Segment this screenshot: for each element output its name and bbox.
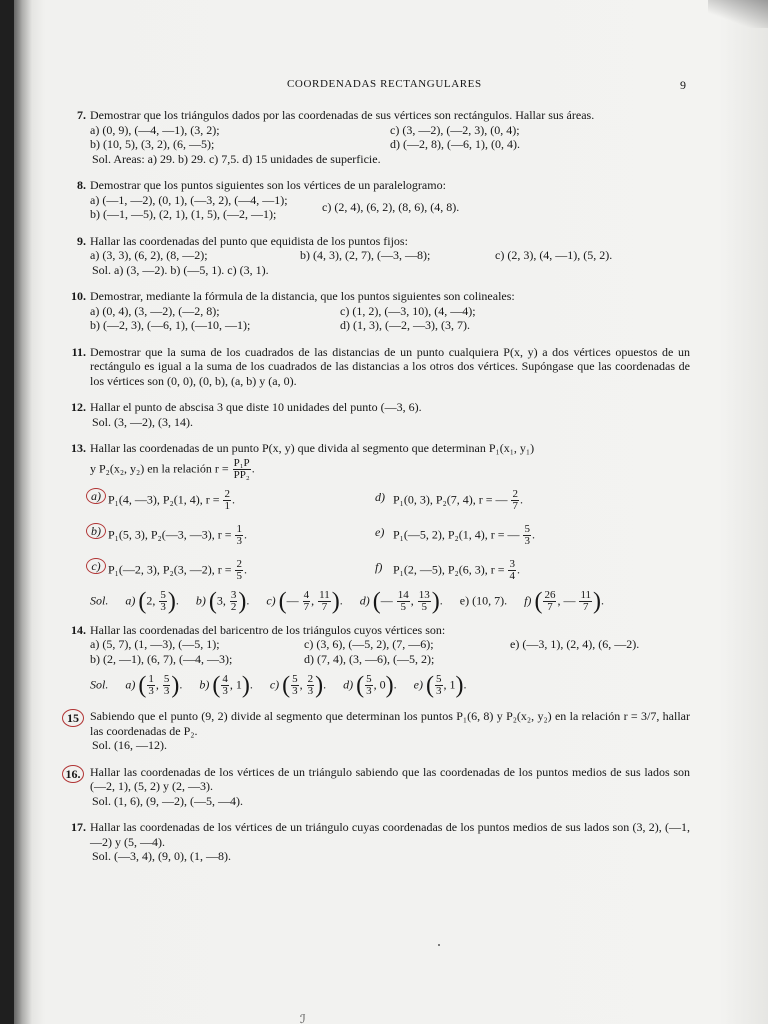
item-a: a) (0, 4), (3, —2), (—2, 8);: [90, 303, 220, 318]
problem-text: Hallar las coordenadas de los vértices de un triángulo cuyas coordenadas de los puntos medios de sus lados son (3, 2), (—1, —2) y (5, —4).: [90, 820, 690, 849]
subproblem-d: d) P₁(0, 3), P₂(7, 4), r = — $\frac{2}{7}$ .: [375, 487, 523, 512]
solution: Sol. Areas: a) 29. b) 29. c) 7,5. d) 15 unidades de superficie.: [92, 151, 381, 166]
ratio-value: $\frac{3}{4}$: [509, 557, 515, 582]
ratio-value: $\frac{5}{3}$: [524, 522, 530, 547]
solution-label: Sol.: [90, 592, 109, 607]
problem-text: Hallar las coordenadas de los vértices de un triángulo sabiendo que las coordenadas de los puntos medios de sus lados son (—2, 1), (5, 2) y (2, —3).: [90, 764, 690, 793]
problem-15: [67, 709, 690, 753]
solution-label: Sol.: [90, 677, 109, 692]
problem-number-circled: 15: [62, 709, 84, 727]
item-e: e) (—3, 1), (2, 4), (6, —2).: [510, 637, 640, 651]
subproblem-a: a) P₁(4, —3), P₂(1, 4), r = $\frac{2}{1}$ .: [90, 489, 375, 512]
problem-11: [71, 344, 690, 389]
problem-text: Demostrar que la suma de los cuadrados de las distancias de un punto cualquiera P(x, y) a dos vértices opuestos de un rectángulo es igual a la suma de los cuadrados de las distancias a los otros dos vértices. Supóngase que las coordenadas de los vértices son (0, 0), (0, b), (a, b) y (a, 0).: [90, 344, 690, 388]
item-c: c) (1, 2), (—3, 10), (4, —4);: [340, 303, 476, 318]
item-points: P₁(4, —3), P₂(1, 4), r =: [108, 491, 220, 506]
item-label: f): [375, 559, 383, 574]
solution: Sol. (16, —12).: [92, 738, 167, 752]
item-points: P₁(2, —5), P₂(6, 3), r =: [393, 561, 505, 576]
footer-mark: ℐ: [300, 1012, 306, 1024]
problem-text: Hallar las coordenadas de un punto P(x, y) que divida al segmento que determinan P₁(x₁, y₁): [90, 441, 535, 455]
page-number: 9: [680, 78, 687, 92]
subproblem-e: e) P₁(—5, 2), P₂(1, 4), r = — $\frac{5}{3}$ .: [375, 522, 535, 547]
problem-17: [71, 820, 690, 864]
problem-10: [71, 289, 690, 333]
problem-number: 17.: [71, 820, 86, 834]
item-label: e): [375, 524, 385, 539]
subproblem-grid: [90, 489, 690, 582]
problem-number-circled: 16.: [62, 765, 84, 783]
item-a: a) (—1, —2), (0, 1), (—3, 2), (—4, —1);: [90, 192, 288, 207]
binding-edge: [0, 0, 14, 1024]
item-d: d) (—2, 8), (—6, 1), (0, 4).: [390, 137, 520, 151]
binding-shadow: [14, 0, 32, 1024]
item-c: c) (2, 4), (6, 2), (8, 6), (4, 8).: [322, 199, 460, 214]
ratio-value: $\frac{1}{3}$: [236, 522, 242, 547]
problem-8: [77, 178, 690, 222]
problem-7: [77, 108, 690, 166]
item-b: b) (2, —1), (6, 7), (—4, —3);: [90, 651, 233, 666]
ink-dot: [438, 944, 440, 946]
item-label: d): [375, 489, 385, 504]
item-a: a) (5, 7), (1, —3), (—5, 1);: [90, 637, 220, 651]
problem-number: 7.: [77, 108, 86, 122]
solution-14: Sol. a) ( $\frac{1}{3}$ , $\frac{5}{3}$ ). b) ( $\frac{4}{3}$ , 1). c) ( $\frac{5}{3}$ , $\frac{2}{3}$ ). d) ( $\frac{5}{3}$ , 0). e) ( $\frac{5}{3}$ , 1).: [90, 672, 467, 699]
problem-text: Hallar las coordenadas del baricentro de los triángulos cuyos vértices son:: [90, 622, 446, 637]
problem-text: Demostrar que los triángulos dados por las coordenadas de sus vértices son rectángulos. Hallar sus áreas.: [90, 108, 595, 122]
problem-9: [77, 233, 690, 278]
ratio-numerator: P₁P: [233, 456, 250, 469]
problem-number: 11.: [71, 344, 86, 359]
problem-text: Hallar las coordenadas del punto que equidista de los puntos fijos:: [90, 233, 408, 248]
ratio-value: $\frac{2}{5}$: [236, 557, 242, 582]
item-d: d) (7, 4), (3, —6), (—5, 2);: [304, 651, 435, 666]
problem-number: 8.: [77, 178, 86, 192]
item-d: d) (1, 3), (—2, —3), (3, 7).: [340, 318, 470, 332]
problem-12: [71, 400, 690, 429]
problem-text-ratio: y P₂(x₂, y₂) en la relación r =: [90, 460, 229, 475]
problem-number: 14.: [71, 622, 86, 637]
item-label-circled: a): [86, 488, 106, 504]
problem-16: [65, 764, 690, 809]
problem-text: Sabiendo que el punto (9, 2) divide al segmento que determinan los puntos P₁(6, 8) y P₂(x₂, y₂) en la relación r = 3/7, hallar las coordenadas de P₂.: [90, 709, 690, 738]
problem-text: Hallar el punto de abscisa 3 que diste 10 unidades del punto (—3, 6).: [90, 400, 422, 414]
subproblem-c: c) P₁(—2, 3), P₂(3, —2), r = $\frac{2}{5}$ .: [90, 559, 375, 582]
ratio-value: $\frac{2}{7}$: [512, 487, 518, 512]
item-label-circled: c): [86, 558, 106, 574]
solution: Sol. (3, —2), (3, 14).: [92, 414, 193, 429]
solution-e: e) (10, 7).: [459, 592, 508, 607]
ratio-value: $\frac{2}{1}$: [224, 487, 230, 512]
item-points: P₁(—5, 2), P₂(1, 4), r =: [393, 526, 505, 541]
item-c: c) (3, —2), (—2, 3), (0, 4);: [390, 122, 520, 137]
item-points: P₁(0, 3), P₂(7, 4), r =: [393, 491, 493, 506]
item-b: b) (4, 3), (2, 7), (—3, —8);: [300, 248, 431, 262]
item-b: b) (—2, 3), (—6, 1), (—10, —1);: [90, 318, 251, 332]
problem-number: 13.: [71, 441, 86, 455]
running-header: [0, 78, 768, 94]
problem-number: 10.: [71, 289, 86, 303]
item-points: P₁(—2, 3), P₂(3, —2), r =: [108, 561, 232, 576]
item-label-circled: b): [86, 523, 106, 539]
subproblem-f: f) P₁(2, —5), P₂(6, 3), r = $\frac{3}{4}$ .: [375, 557, 520, 582]
subproblem-b: b) P₁(5, 3), P₂(—3, —3), r = $\frac{1}{3}$ .: [90, 524, 375, 547]
problem-13: 13. Hallar las coordenadas de un punto P(x, y) que divida al segmento que determinan P₁(x₁, y₁) y P₂(x₂, y₂) en la relación r = $\frac{\text{P₁P}}{\text{PP₂}}$ . a) P₁(4, —3), P₂(1, 4), r = $\frac{2}{1}$ . d) P₁(0, 3), P₂(7, 4), r = — $\frac{2}{7}$ . b) P₁(5, 3), P₂(—3, —3), r = $\frac{1}{3}$ . e) P₁(—5, 2), P₂(1, 4), r = — $\frac{5}{3}$ . c) P₁(—2, 3), P₂(3, —2), r = $\frac{2}{5}$ . f) P₁(2, —5), P₂(6, 3), r = $\frac{3}{4}$ . Sol. a) (2, $\frac{5}{3}$ ). b) (3, $\frac{3}{2}$ ). c) (— $\frac{4}{7}$ , $\frac{11}{7}$ ). d) (— $\frac{14}{5}$ , $\frac{13}{5}$ ). e) (10, 7). f) ( $\frac{26}{7}$ , — $\frac{11}{7}$ ).: [90, 441, 690, 613]
solution: Sol. (1, 6), (9, —2), (—5, —4).: [92, 793, 243, 808]
item-a: a) (3, 3), (6, 2), (8, —2);: [90, 248, 208, 262]
problem-list: [65, 108, 690, 876]
page-corner-shadow: [708, 0, 768, 28]
item-c: c) (2, 3), (4, —1), (5, 2).: [495, 248, 613, 262]
problem-text: Demostrar, mediante la fórmula de la distancia, que los puntos siguientes son colineales:: [90, 289, 515, 303]
ratio-denominator: PP₂: [233, 468, 250, 481]
problem-number: 12.: [71, 400, 86, 414]
problem-text: Demostrar que los puntos siguientes son los vértices de un paralelogramo:: [90, 178, 446, 192]
item-c: c) (3, 6), (—5, 2), (7, —6);: [304, 637, 434, 651]
item-b: b) (10, 5), (3, 2), (6, —5);: [90, 137, 215, 151]
problem-14: [71, 622, 690, 699]
item-a: a) (0, 9), (—4, —1), (3, 2);: [90, 122, 220, 137]
solution: Sol. (—3, 4), (9, 0), (1, —8).: [92, 849, 231, 863]
item-points: P₁(5, 3), P₂(—3, —3), r =: [108, 526, 232, 541]
solution: Sol. a) (3, —2). b) (—5, 1). c) (3, 1).: [92, 262, 269, 277]
solution-13: Sol. a) (2, $\frac{5}{3}$ ). b) (3, $\frac{3}{2}$ ). c) (— $\frac{4}{7}$ , $\frac{11}{7}$ ). d) (— $\frac{14}{5}$ , $\frac{13}{5}$ ). e) (10, 7). f) ( $\frac{26}{7}$ , — $\frac{11}{7}$ ).: [90, 588, 605, 614]
header-title: COORDENADAS RECTANGULARES: [287, 78, 482, 90]
item-b: b) (—1, —5), (2, 1), (1, 5), (—2, —1);: [90, 207, 277, 221]
ratio-fraction: [233, 458, 251, 481]
problem-number: 9.: [77, 233, 86, 248]
